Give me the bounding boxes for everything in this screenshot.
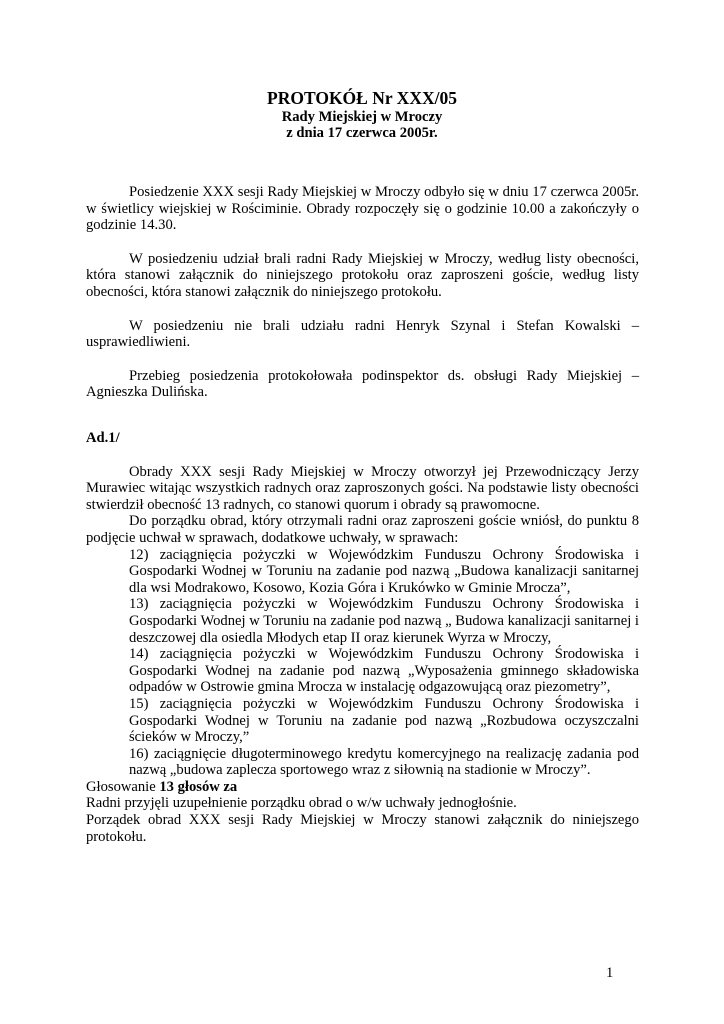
document-title: PROTOKÓŁ Nr XXX/05 [267, 88, 457, 108]
intro-paragraph-4: Przebieg posiedzenia protokołowała podinspektor ds. obsługi Rady Miejskiej – Agnieszka Dulińska. [86, 367, 639, 401]
intro-paragraph-1: Posiedzenie XXX sesji Rady Miejskiej w Mroczy odbyło się w dniu 17 czerwca 2005r. w świetlicy wiejskiej w Rościminie. Obrady rozpoczęły się o godzinie 10.00 a zakończyły o godzinie 14.30. [86, 184, 639, 234]
intro-paragraph-3: W posiedzeniu nie brali udziału radni Henryk Szynal i Stefan Kowalski – usprawiedliwieni. [86, 317, 639, 351]
intro-paragraph-2: W posiedzeniu udział brali radni Rady Miejskiej w Mroczy, według listy obecności, która stanowi załącznik do niniejszego protokołu oraz zaproszeni goście, według listy obecności, która stanowi załącznik do niniejszego protokołu. [86, 250, 639, 300]
list-item: 16) zaciągnięcie długoterminowego kredytu komercyjnego na realizację zadania pod nazwą „budowa zaplecza sportowego wraz z siłownią na stadionie w Mroczy”. [129, 745, 639, 779]
document-subtitle: Rady Miejskiej w Mroczy [281, 109, 443, 125]
ad1-paragraph-1: Obrady XXX sesji Rady Miejskiej w Mroczy otworzył jej Przewodniczący Jerzy Murawiec witając wszystkich radnych oraz zaproszonych gości. Na podstawie listy obecności stwierdził obecność 13 radnych, co stanowi quorum i obrady są prawomocne. [86, 463, 639, 513]
vote-label: Głosowanie [86, 778, 160, 795]
list-item: 15) zaciągnięcia pożyczki w Wojewódzkim Funduszu Ochrony Środowiska i Gospodarki Wodnej w Toruniu na zadanie pod nazwą „Rozbudowa oczyszczalni ścieków w Mroczy,” [129, 695, 639, 746]
ad1-heading: Ad.1/ [86, 430, 120, 446]
list-item: 12) zaciągnięcia pożyczki w Wojewódzkim Funduszu Ochrony Środowiska i Gospodarki Wodnej w Toruniu na zadanie pod nazwą „Budowa kanalizacji sanitarnej dla wsi Modrakowo, Kosowo, Kozia Góra i Krukówko w Gminie Mrocza”, [129, 546, 639, 596]
vote-line [86, 779, 639, 796]
ad1-section [86, 430, 639, 845]
document-date: z dnia 17 czerwca 2005r. [286, 125, 438, 141]
vote-result: 13 głosów za [159, 778, 238, 795]
page-number: 1 [606, 965, 614, 981]
ad1-paragraph-3: Radni przyjęli uzupełnienie porządku obrad o w/w uchwały jednogłośnie. [86, 795, 517, 812]
ad1-paragraph-2: Do porządku obrad, który otrzymali radni oraz zaproszeni goście wniósł, do punktu 8 podjęcie uchwał w sprawach, dodatkowe uchwały, w sprawach: [86, 513, 639, 546]
list-item: 14) zaciągnięcia pożyczki w Wojewódzkim Funduszu Ochrony Środowiska i Gospodarki Wodnej na zadanie pod nazwą „Wyposażenia gminnego składowiska odpadów w Ostrowie gmina Mrocza w instalację odgazowującą oraz piezometry”, [129, 646, 639, 696]
ad1-paragraph-4: Porządek obrad XXX sesji Rady Miejskiej w Mroczy stanowi załącznik do niniejszego protokołu. [86, 812, 639, 845]
intro-section [86, 184, 639, 401]
list-item: 13) zaciągnięcia pożyczki w Wojewódzkim Funduszu Ochrony Środowiska i Gospodarki Wodnej w Toruniu na zadanie pod nazwą „ Budowa kanalizacji sanitarnej i deszczowej dla osiedla Młodych etap II oraz kierunek Wyrza w Mroczy, [129, 596, 639, 646]
